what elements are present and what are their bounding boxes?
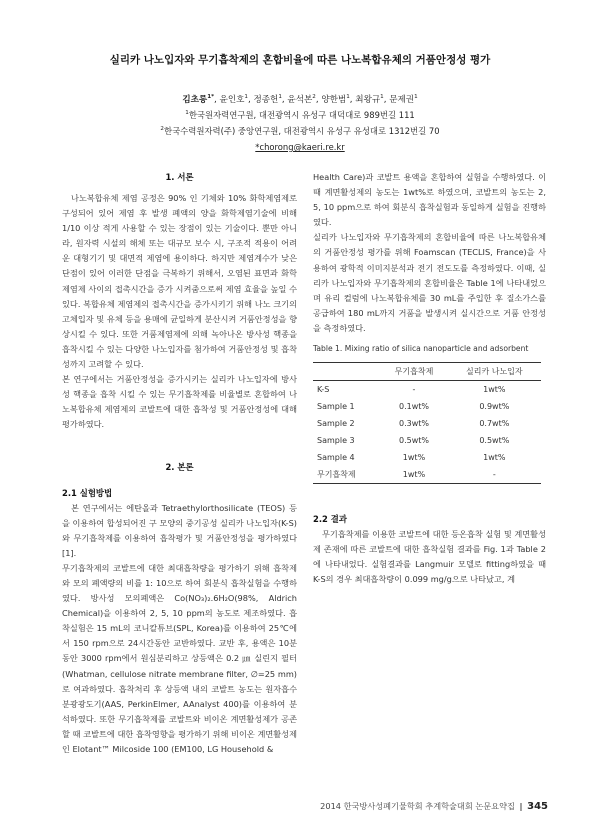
author: 최왕규$^1$ — [355, 94, 384, 105]
section-heading-introduction: 1. 서론 — [165, 172, 194, 182]
paragraph-continuation: Health Care)과 코발트 용액을 혼합하여 실험을 수행하였다. 이때 계면활성제의 농도는 1wt%로 하였으며, 코발트의 농도는 2, 5, 10 ppm으로 하여 회분식 흡착실험과 동일하게 실험을 진행하였다. — [313, 172, 546, 228]
table-cell: - — [412, 385, 416, 395]
table-cell: 0.9wt% — [479, 402, 510, 412]
footer-text: 2014 한국방사성폐기물학회 추계학술대회 논문요약집 — [320, 801, 515, 811]
page-footer — [320, 801, 548, 812]
table-header-cell — [313, 363, 380, 381]
subsection-heading-results: 2.2 결과 — [313, 514, 347, 525]
page-number: 345 — [527, 801, 548, 812]
table-header-cell: 무기흡착제 — [380, 363, 447, 381]
table-cell: 0.1wt% — [398, 402, 429, 412]
author: 윤석본$^2$ — [287, 94, 316, 105]
author: 양한범$^1$ — [321, 94, 350, 105]
table-cell: - — [448, 466, 541, 484]
table-cell: 1wt% — [483, 385, 506, 395]
paragraph: 무기흡착제를 이용한 코발트에 대한 등온흡착 실험 및 계면활성제 존재에 따른 코발트에 대한 흡착실험 결과를 Fig. 1과 Table 2에 나타내었다. 실험결과를 Langmuir 모델로 fitting하였을 때 K-S의 경우 최대흡착량이 0.099 mg/g으로 나타났고, 계 — [313, 529, 546, 585]
author: 정종헌$^1$ — [253, 94, 282, 105]
paragraph: 실리카 나노입자와 무기흡착제의 혼합비율에 따른 나노복합유체의 거품안정성 평가를 위해 Foamscan (TECLIS, France)을 사용하여 광학적 이미지분석과 전기 전도도를 측정하였다. 이때, 실리카 나노입자와 무기흡착제의 혼합비율은 Table 1에 나타내었으며 유리 컬럼에 나노복합유체를 30 mL를 주입한 후 질소가스를 공급하여 180 mL까지 거품을 발생시켜 실시간으로 거품 안정성을 측정하였다. — [313, 232, 546, 333]
table-cell: Sample 1 — [317, 402, 355, 412]
table-cell: 1wt% — [483, 453, 506, 463]
footer-separator: | — [519, 801, 523, 811]
table-header-row — [313, 363, 541, 381]
table-row — [313, 449, 541, 466]
email-link[interactable]: *chorong@kaeri.re.kr — [255, 142, 345, 152]
table-cell: 0.5wt% — [398, 436, 429, 446]
subsection-heading-method: 2.1 실험방법 — [62, 487, 113, 498]
right-column — [313, 170, 546, 588]
author: 문제권$^1$ — [389, 94, 418, 105]
table-cell: 1wt% — [402, 453, 426, 463]
paragraph: 본 연구에서는 에탄올과 Tetraethylorthosilicate (TEOS) 등을 이용하여 합성되어진 구 모양의 중기공성 실리카 나노입자(K-S)와 무기흡착제를 이용하여 흡착평가 및 거품안정성을 평가하였다[1]. — [62, 502, 297, 558]
affiliation-1: $^1$한국원자력연구원, 대전광역시 유성구 대덕대로 989번길 111 — [185, 110, 415, 120]
table-row — [313, 432, 541, 449]
paper-title: 실리카 나노입자와 무기흡착제의 혼합비율에 따른 나노복합유체의 거품안정성 평가 — [109, 54, 491, 66]
table-cell: 0.3wt% — [398, 419, 429, 429]
author-list: 김초롱$^{1*}$, 윤인호$^1$, 정종헌$^1$, 윤석본$^2$, 양한범$^1$, 최왕규$^1$, 문제권$^1$ — [182, 94, 418, 105]
mixing-ratio-table — [313, 362, 541, 484]
table-header-cell: 실리카 나노입자 — [448, 363, 541, 381]
table-cell: 0.5wt% — [479, 436, 510, 446]
affiliation-2: $^2$한국수력원자력(주) 중앙연구원, 대전광역시 유성구 유성대로 1312번길 70 — [160, 126, 440, 136]
left-column — [62, 170, 297, 757]
table-cell: 무기흡착제 — [313, 466, 380, 484]
table-caption: Table 1. Mixing ratio of silica nanoparticle and adsorbent — [313, 344, 529, 354]
section-heading-body: 2. 본론 — [165, 461, 194, 472]
table-cell: 1wt% — [380, 466, 447, 484]
table-cell: 0.7wt% — [479, 419, 510, 429]
table-cell: Sample 2 — [317, 419, 355, 429]
table-row — [313, 415, 541, 432]
table-cell: Sample 3 — [317, 436, 355, 446]
table-row — [313, 466, 541, 484]
paragraph: 나노복합유체 제염 공정은 90% 인 기체와 10% 화학제염제로 구성되어 있어 제염 후 발생 폐액의 양을 화학제염기술에 비해 1/10 이상 적게 사용할 수 있는 장점이 있는 기술이다. 뿐만 아니라, 원자력 시설의 해체 또는 대규모 보수 시, 구조적 적용이 어려운 대형기기 및 대면적 제염에 용이하다. 하지만 제염계수가 낮은 단점이 있어 이러한 단점을 극복하기 위해서, 오염된 표면과 화학제염제 사이의 접촉시간을 증가 시켜줌으로써 제염 효율을 높일 수 있다. 복합유체 제염제의 접촉시간을 증가시키기 위해 나노 크기의 고체입자 및 유체 등을 용매에 균일하게 분산시켜 거품안정성을 향상시킬 수 있다. 또한 거품제염제에 의해 녹아나온 방사성 핵종을 흡착시킬 수 있는 다양한 나노입자를 첨가하여 거품안정성 및 흡착성까지 고려할 수 있다. — [62, 193, 297, 370]
paragraph-continued: 무기흡착제의 코발트에 대한 최대흡착량을 평가하기 위해 흡착제와 모의 폐액량의 비를 1: 10으로 하여 회분식 흡착실험을 수행하였다. 방사성 모의폐액은 Co(NO₃)₂.6H₂O(98%, Aldrich Chemical)을 이용하여 2, 5, 10 ppm의 농도로 제조하였다. 흡착실험은 15 mL의 코니칼튜브(SPL, Korea)를 이용하여 25℃에서 150 rpm으로 24시간동안 교반하였다. 교반 후, 용액은 10분동안 3000 rpm에서 원심분리하고 상등액은 0.2 ㎛ 실린지 필터(Whatman, cellulose nitrate membrane filter, ∅=25 mm)로 여과하였다. 흡착처리 후 상등액 내의 코발트 농도는 원자흡수분광광도기(AAS, PerkinElmer, AAnalyst 400)를 이용하여 분석하였다. 또한 무기흡착제를 코발트와 비이온 계면활성제가 공존할 때 코발트에 대한 흡착영향을 평가하기 위해 비이온 계면활성제인 Elotant™ Milcoside 100 (EM100, LG Household & — [62, 562, 297, 754]
table-row — [313, 381, 541, 399]
author: 김초롱$^{1*}$ — [182, 94, 215, 105]
table-cell: Sample 4 — [317, 453, 355, 463]
author: 윤인호$^1$ — [219, 94, 248, 105]
paragraph: 본 연구에서는 거품안정성을 증가시키는 실리카 나노입자에 방사성 핵종을 흡착 시킬 수 있는 무기흡착제를 비율별로 혼합하여 나노복합유체 제염제의 코발트에 대한 흡착성 및 거품안정성에 대해 평가하였다. — [62, 374, 297, 430]
table-cell: K-S — [317, 385, 330, 395]
table-row — [313, 398, 541, 415]
